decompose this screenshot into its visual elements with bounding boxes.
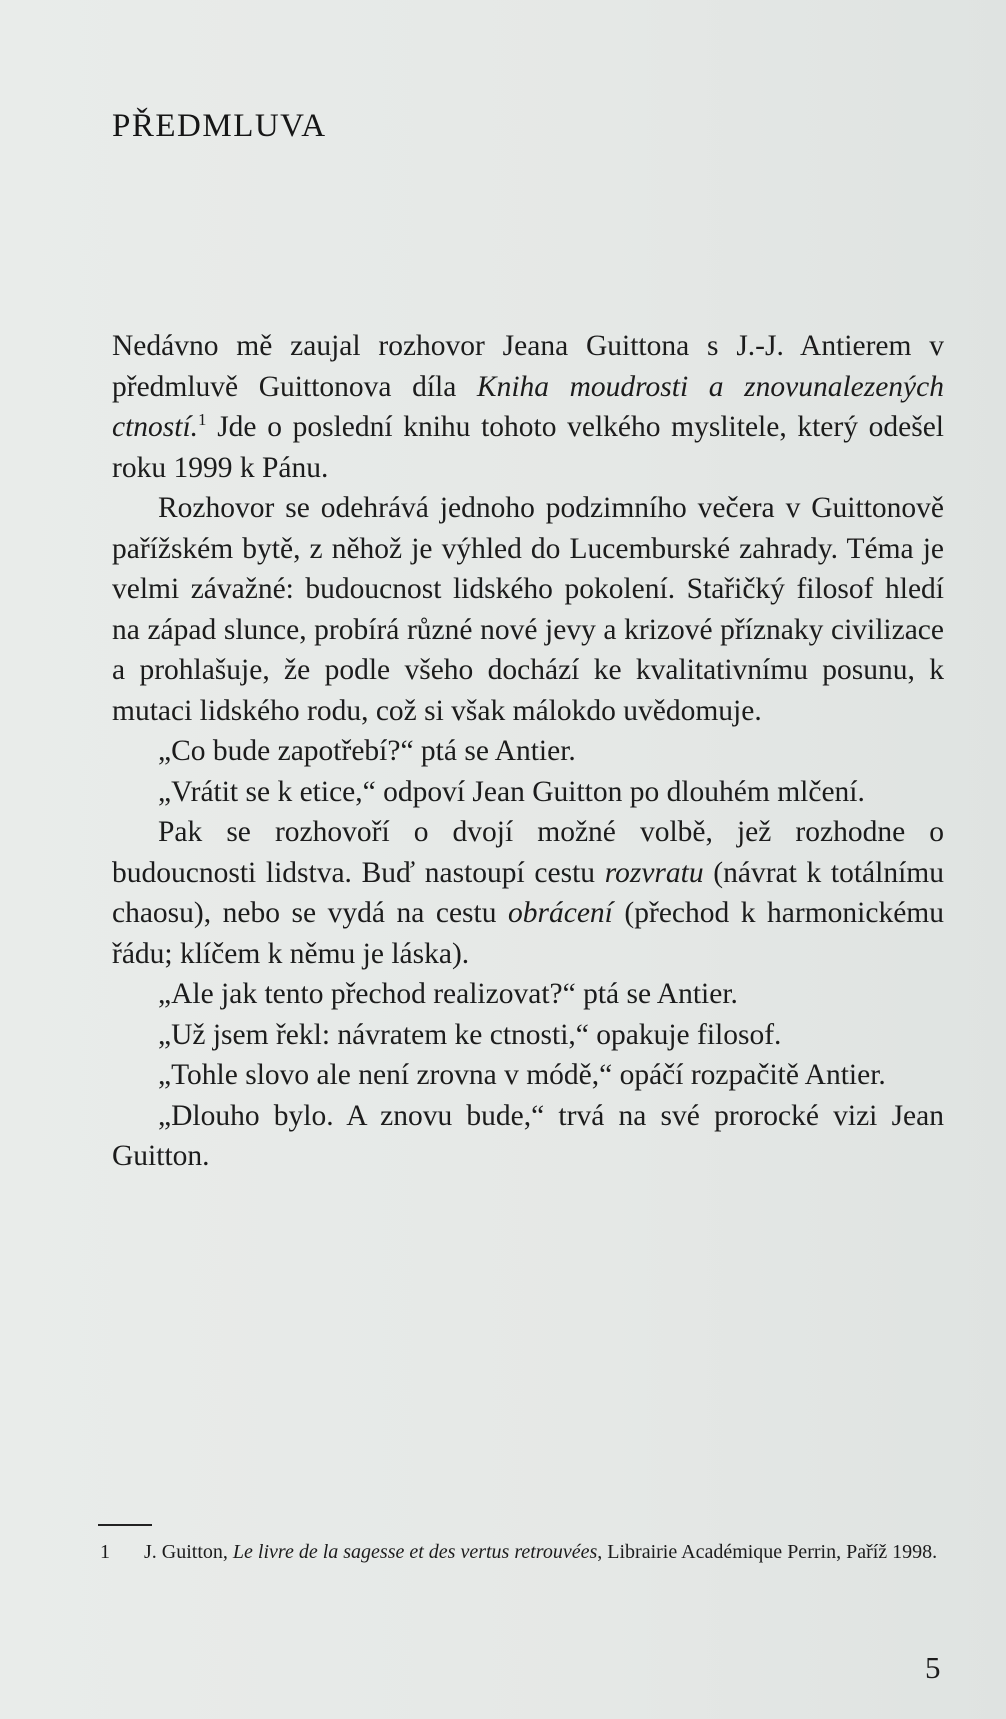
page-number: 5	[925, 1650, 941, 1685]
paragraph-9: „Dlouho bylo. A znovu bude,“ trvá na své prorocké vizi Jean Guitton.	[112, 1099, 944, 1172]
footnote-divider	[98, 1524, 152, 1526]
paragraph-6: „Ale jak tento přechod realizovat?“ ptá se Antier.	[158, 978, 738, 1010]
footnote-number: 1	[100, 1541, 110, 1563]
paragraph-5-text-b: (návrat k totálnímu chaosu), nebo se vydá na cestu	[112, 856, 944, 929]
paragraph-4: „Vrátit se k etice,“ odpoví Jean Guitton po dlouhém mlčení.	[158, 775, 865, 808]
paragraph-5-text-a: Pak se rozhovoří o dvojí možné volbě, jež rozhodne o budoucnosti lidstva. Buď nastoupí cestu	[112, 816, 944, 889]
paragraph-5-text-c: (přechod k harmonickému řádu; klíčem k němu je láska).	[112, 897, 945, 970]
chapter-heading: PŘEDMLUVA	[112, 108, 327, 144]
paragraph-1-text-b: Jde o poslední knihu tohoto velkého myslitele, který odešel roku 1999 k Pánu.	[112, 411, 944, 484]
body-text	[112, 326, 944, 1177]
paragraph-7: „Už jsem řekl: návratem ke ctnosti,“ opakuje filosof.	[158, 1018, 782, 1051]
paragraph-8: „Tohle slovo ale není zrovna v módě,“ opáčí rozpačitě Antier.	[158, 1059, 886, 1091]
footnote-publisher: , Librairie Académique Perrin, Paříž 1998.	[597, 1541, 938, 1563]
paragraph-1-text-a: Nedávno mě zaujal rozhovor Jeana Guittona s J.-J. Antierem v předmluvě Guittonova díla	[112, 330, 944, 403]
footnote	[100, 1537, 948, 1567]
footnote-text	[144, 1537, 948, 1567]
paragraph-1	[112, 326, 944, 488]
italic-rozvratu: rozvratu	[604, 856, 704, 889]
paragraph-2: Rozhovor se odehrává jednoho podzimního večera v Guittonově pařížském bytě, z něhož je výhled do Lucemburské zahrady. Téma je velmi závažné: budoucnost lidského pokolení. Stařičký filosof hledí na západ slunce, probírá různé nové jevy a krizové příznaky civilizace a prohlašuje, že podle všeho dochází ke kvalitativnímu posunu, k mutaci lidského rodu, což si však málokdo uvědomuje.	[112, 492, 944, 727]
footnote-author: J. Guitton,	[144, 1541, 233, 1563]
italic-obraceni: obrácení	[508, 897, 613, 929]
paragraph-5	[112, 812, 944, 974]
book-title-italic: Kniha moudrosti a znovunalezených ctností.	[112, 370, 944, 443]
footnote-title: Le livre de la sagesse et des vertus retrouvées	[232, 1541, 598, 1563]
paragraph-3: „Co bude zapotřebí?“ ptá se Antier.	[158, 735, 576, 767]
footnote-reference: 1	[198, 410, 207, 430]
